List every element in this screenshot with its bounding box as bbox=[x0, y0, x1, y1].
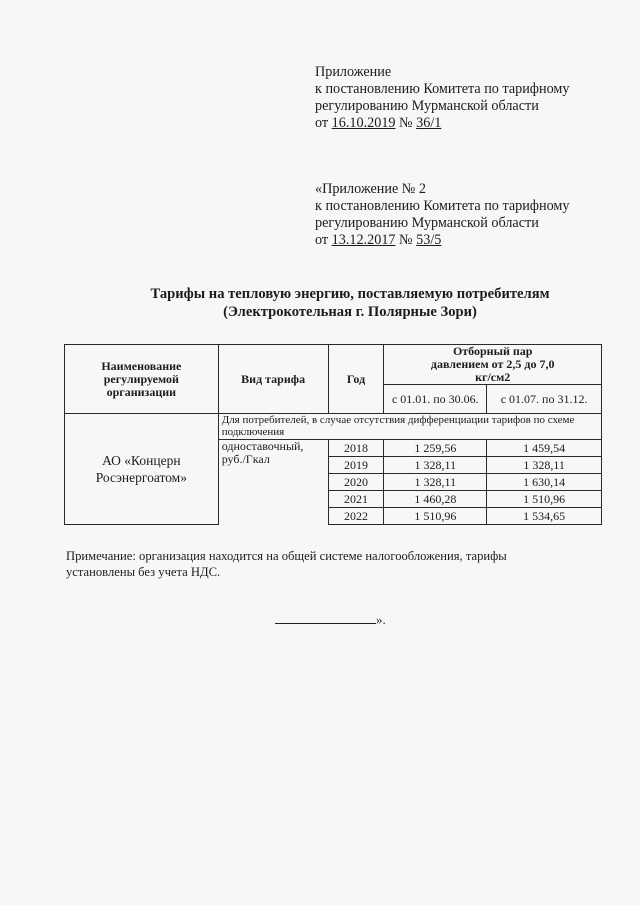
table-header-row bbox=[65, 345, 602, 385]
header-half-1: с 01.01. по 30.06. bbox=[384, 385, 487, 414]
value-cell: 1 328,11 bbox=[384, 474, 487, 491]
value-cell: 1 460,28 bbox=[384, 491, 487, 508]
resolution-number: 36/1 bbox=[416, 115, 442, 131]
header-tariff-type: Вид тарифа bbox=[218, 345, 328, 414]
note-line: Примечание: организация находится на общей системе налогообложения, тарифы bbox=[66, 549, 507, 563]
appendix-header-reference bbox=[315, 115, 570, 132]
appendix-header-line: регулированию Мурманской области bbox=[315, 98, 539, 114]
header-org: Наименование регулируемой организации bbox=[65, 345, 219, 414]
original-appendix-line: к постановлению Комитета по тарифному bbox=[315, 198, 570, 214]
closing-quote: ». bbox=[376, 612, 386, 627]
original-appendix-header bbox=[315, 181, 570, 249]
header-half-2: с 01.07. по 31.12. bbox=[487, 385, 602, 414]
original-appendix-line: регулированию Мурманской области bbox=[315, 215, 539, 231]
value-cell: 1 259,56 bbox=[384, 440, 487, 457]
value-cell: 1 328,11 bbox=[487, 457, 602, 474]
signature-line bbox=[275, 613, 376, 624]
from-label: от bbox=[315, 115, 329, 131]
title-line: Тарифы на тепловую энергию, поставляемую потребителям bbox=[150, 286, 550, 302]
consumers-row: Для потребителей, в случае отсутствия дифференциации тарифов по схеме подключения bbox=[218, 414, 601, 440]
title-subline: (Электрокотельная г. Полярные Зори) bbox=[223, 304, 477, 320]
year-cell: 2022 bbox=[328, 508, 384, 525]
year-cell: 2019 bbox=[328, 457, 384, 474]
header-steam: Отборный пар давлением от 2,5 до 7,0 кг/см2 bbox=[384, 345, 602, 385]
appendix-header-line: Приложение bbox=[315, 64, 392, 80]
header-year: Год bbox=[328, 345, 384, 414]
value-cell: 1 459,54 bbox=[487, 440, 602, 457]
tariff-type-cell: одноставочный, руб./Гкал bbox=[218, 440, 328, 525]
original-resolution-number: 53/5 bbox=[416, 232, 442, 248]
original-appendix-reference bbox=[315, 232, 570, 249]
resolution-date: 16.10.2019 bbox=[331, 115, 396, 131]
document-title bbox=[60, 285, 640, 321]
appendix-header-line: к постановлению Комитета по тарифному bbox=[315, 81, 570, 97]
original-appendix-line: «Приложение № 2 bbox=[315, 181, 426, 197]
year-cell: 2020 bbox=[328, 474, 384, 491]
appendix-header bbox=[315, 64, 570, 132]
year-cell: 2018 bbox=[328, 440, 384, 457]
table-row bbox=[65, 414, 602, 440]
value-cell: 1 510,96 bbox=[384, 508, 487, 525]
original-resolution-date: 13.12.2017 bbox=[331, 232, 396, 248]
org-name-cell: АО «Концерн Росэнергоатом» bbox=[65, 414, 219, 525]
number-label: № bbox=[399, 115, 413, 131]
tariff-table bbox=[64, 344, 602, 525]
value-cell: 1 534,65 bbox=[487, 508, 602, 525]
closing-mark bbox=[275, 612, 386, 628]
from-label: от bbox=[315, 232, 329, 248]
note bbox=[66, 548, 592, 580]
note-line: установлены без учета НДС. bbox=[66, 565, 221, 579]
value-cell: 1 328,11 bbox=[384, 457, 487, 474]
value-cell: 1 630,14 bbox=[487, 474, 602, 491]
value-cell: 1 510,96 bbox=[487, 491, 602, 508]
number-label: № bbox=[399, 232, 413, 248]
year-cell: 2021 bbox=[328, 491, 384, 508]
